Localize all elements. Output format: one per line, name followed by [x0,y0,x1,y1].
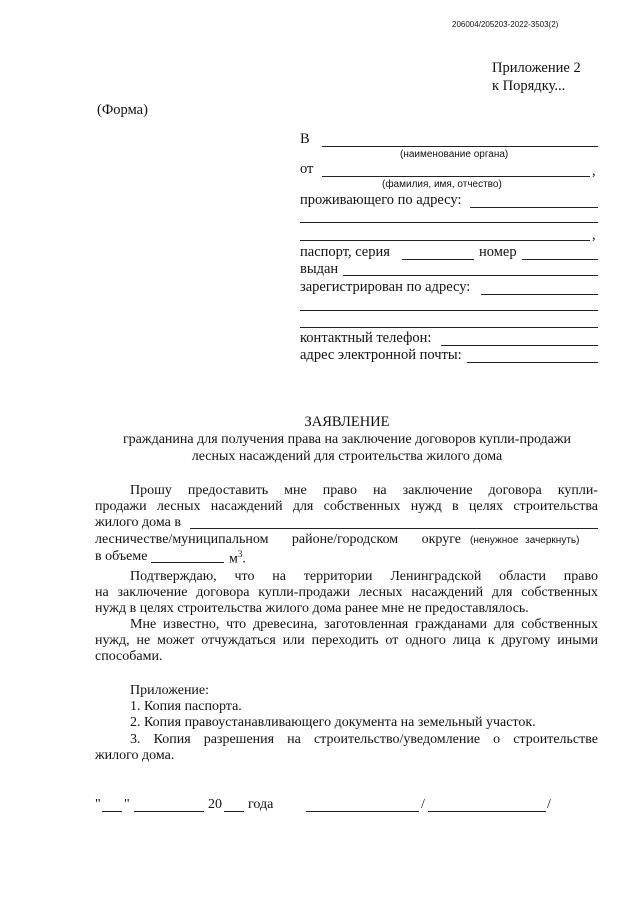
paragraph1-line2: продажи лесных насаждений для собственных нужд в целях строительства [95,499,598,514]
address-field-2[interactable] [300,222,598,223]
year-suffix: года [248,797,274,812]
organ-caption: (наименование органа) [400,149,509,160]
separator-slash: / [421,797,425,812]
registered-field-2[interactable] [300,310,598,311]
forestry-field[interactable] [190,528,598,529]
registered-field-3[interactable] [300,327,598,328]
passport-series-field[interactable] [402,259,474,260]
appendix-reference: к Порядку... [492,78,566,94]
year-prefix: 20 [208,797,222,812]
document-code: 206004/205203-2022-3503(2) [452,20,559,29]
attachment-item-3-line1: 3. Копия разрешения на строительство/уведомление о строительстве [130,732,598,747]
attachment-item-3-line2: жилого дома. [95,748,175,763]
paragraph1-line3: жилого дома в [95,515,181,530]
paragraph2-line1: Подтверждаю, что на территории Ленинградской области право [130,569,598,584]
address-field-3[interactable] [300,240,590,241]
name-caption: (фамилия, имя, отчество) [382,179,502,190]
from-prefix: от [300,161,314,177]
registered-field-1[interactable] [481,294,598,295]
email-field[interactable] [467,362,598,363]
to-prefix: В [300,131,310,147]
applicant-name-field[interactable] [322,176,590,177]
attachments-title: Приложение: [130,683,210,698]
organ-field[interactable] [322,146,598,147]
address-field-1[interactable] [470,207,598,208]
passport-series-label: паспорт, серия [300,244,390,260]
form-mark: (Форма) [97,102,148,118]
day-field[interactable] [102,811,122,812]
comma: , [592,227,596,243]
passport-number-label: номер [479,244,517,260]
month-field[interactable] [134,811,204,812]
passport-number-field[interactable] [522,259,598,260]
year-field[interactable] [224,811,244,812]
volume-label: в объеме [95,549,148,564]
phone-label: контактный телефон: [300,330,432,346]
document-subtitle-line1: гражданина для получения права на заключение договоров купли-продажи [122,432,572,447]
name-decoding-field[interactable] [428,811,546,812]
residing-label: проживающего по адресу: [300,192,462,208]
paragraph2-line2: на заключение договора купли-продажи лесных насаждений для собственных [95,585,598,600]
document-subtitle-line2: лесных насаждений для строительства жилого дома [191,449,503,464]
paragraph1-line1: Прошу предоставить мне право на заключение договора купли- [130,483,598,498]
signature-field[interactable] [306,811,419,812]
volume-field[interactable] [151,562,224,563]
separator-slash: / [547,797,551,812]
comma: , [592,163,596,179]
date-quote-open: " [95,797,101,812]
paragraph3-line2: нужд, не может отчуждаться или переходить от одного лица к другому иными [95,633,598,648]
paragraph3-line3: способами. [95,649,163,664]
attachment-item-2: 2. Копия правоустанавливающего документа на земельный участок. [130,715,536,730]
appendix-label: Приложение 2 [492,60,581,76]
email-label: адрес электронной почты: [300,347,462,363]
issued-label: выдан [300,261,339,277]
paragraph1-line4: лесничестве/муниципальном районе/городском округе [95,532,461,547]
registered-label: зарегистрирован по адресу: [300,279,471,295]
strike-note: (ненужное зачеркнуть) [470,535,580,546]
attachment-item-1: 1. Копия паспорта. [130,699,242,714]
paragraph2-line3: нужд в целях строительства жилого дома ранее мне не предоставлялось. [95,601,529,616]
issued-field[interactable] [343,275,598,276]
paragraph3-line1: Мне известно, что древесина, заготовленная гражданами для собственных [130,617,598,632]
volume-unit: $м^3$. [229,549,246,567]
date-quote-close: " [124,797,130,812]
document-title: ЗАЯВЛЕНИЕ [304,414,390,430]
phone-field[interactable] [441,345,598,346]
